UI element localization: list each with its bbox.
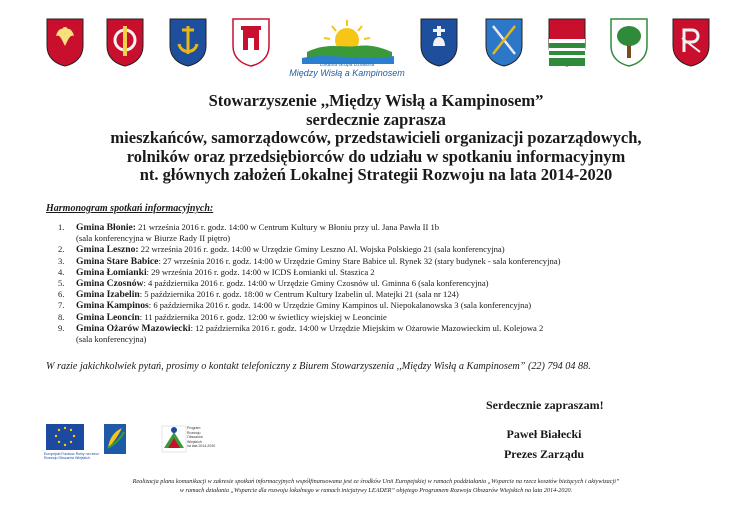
prow-caption-2: Rozwoju [187, 430, 201, 435]
schedule-item-number: 2. [58, 244, 65, 255]
schedule-item-gmina: Gmina Ożarów Mazowiecki [76, 322, 191, 334]
gate-crest-icon [230, 16, 272, 68]
schedule-item-details: : 12 października 2016 r. godz. 14:00 w Urzędzie Miejskim w Ożarowie Mazowieckim ul. Kolejowa 2 [190, 322, 544, 333]
schedule-item [44, 278, 734, 289]
eu-caption-1: Europejski Fundusz Rolny na rzecz [44, 452, 99, 456]
schedule-item-number: 5. [58, 278, 65, 289]
signature-name: Paweł Białecki [506, 427, 582, 441]
schedule-item-details: 22 września 2016 r. godz. 14:00 w Urzędzie Gminy Leszno Al. Wojska Polskiego 21 (sala konferencyjna) [138, 244, 505, 255]
schedule-item-gmina: Gmina Czosnów [76, 278, 144, 290]
schedule-item-number: 6. [58, 289, 65, 300]
schedule-title: Harmonogram spotkań informacyjnych: [46, 203, 214, 214]
schedule-item [44, 323, 734, 345]
eu-caption-2: Rozwoju Obszarów Wiejskich [44, 456, 90, 460]
crossbow-crest-icon [104, 16, 146, 68]
schedule-item-gmina: Gmina Leszno: [76, 244, 139, 256]
funding-logos [44, 418, 244, 468]
schedule-item-gmina: Gmina Łomianki [76, 266, 147, 278]
eagle-crest-icon [44, 16, 86, 68]
footer-line-2: w ramach działania „Wsparcie dla rozwoju lokalnego w ramach inicjatywy LEADER” objętego Programem Rozwoju Obszarów Wiejskich na lata 2014-2020. [179, 486, 573, 494]
schedule-item-details: : 4 października 2016 r. godz. 14:00 w Urzędzie Gminy Czosnów ul. Gminna 6 (sala konferencyjna) [143, 278, 489, 289]
schedule-item-details-cont: (sala konferencyjna w Biurze Rady II piętro) [76, 233, 231, 244]
schedule-item-number: 4. [58, 266, 65, 277]
schedule-item [44, 222, 734, 244]
closing-greeting: Serdecznie zapraszam! [486, 398, 604, 412]
heading-line-1: Stowarzyszenie ,,Między Wisłą a Kampinosem” [208, 91, 544, 110]
contact-note: W razie jakichkolwiek pytań, prosimy o kontakt telefoniczny z Biurem Stowarzyszenia ,,Między Wisłą a Kampinosem” (22) 794 04 88. [46, 361, 591, 372]
schedule-item-gmina: Gmina Leoncin [76, 311, 140, 323]
schedule-item-gmina: Gmina Kampinos [76, 300, 149, 312]
lgd-caption: Lokalna Grupa Działania [319, 62, 375, 68]
prow-caption-3: Obszarów [187, 435, 203, 439]
schedule-item [44, 289, 734, 300]
heading-line-2: serdecznie zaprasza [306, 109, 446, 129]
lgd-logo [282, 18, 412, 88]
prow-caption-4: Wiejskich [187, 439, 202, 444]
schedule-item [44, 312, 734, 323]
schedule-item-gmina: Gmina Stare Babice [76, 255, 159, 267]
schedule-item-number: 9. [58, 322, 65, 333]
signature-block [484, 424, 604, 464]
bell-crest-icon [418, 16, 460, 68]
schedule-item-gmina: Gmina Błonie: [76, 222, 136, 233]
heading-line-3: mieszkańców, samorządowców, przedstawicieli organizacji pozarządowych, [110, 128, 642, 147]
anchor-crest-icon [167, 16, 209, 68]
schedule-item-details: : 29 września 2016 r. godz. 14:00 w ICDS Łomianki ul. Staszica 2 [146, 266, 375, 277]
schedule-item-number: 8. [58, 311, 65, 322]
funding-footer [0, 478, 752, 495]
schedule-item-gmina: Gmina Izabelin [76, 289, 140, 301]
schedule-item [44, 244, 734, 255]
invitation-heading [0, 92, 752, 185]
lgd-name: Między Wisłą a Kampinosem [289, 68, 405, 78]
schedule-item-details: : 5 października 2016 r. godz. 18:00 w Centrum Kultury Izabelin ul. Matejki 21 (sala nr 124) [139, 289, 459, 300]
heading-line-5: nt. głównych założeń Lokalnej Strategii Rozwoju na lata 2014-2020 [139, 165, 613, 184]
prow-caption-5: na lata 2014-2020 [187, 444, 216, 448]
heading-line-4: rolników oraz przedsiębiorców do udziału w spotkaniu informacyjnym [126, 146, 626, 166]
signature-title: Prezes Zarządu [503, 447, 585, 461]
schedule-list [44, 222, 734, 345]
schedule-item-details-cont: (sala konferencyjna) [76, 334, 147, 345]
stripes-crest-icon [546, 16, 588, 68]
schedule-item-number: 3. [58, 255, 65, 266]
schedule-item-details: : 11 października 2016 r. godz. 12:00 w świetlicy wiejskiej w Leoncinie [139, 311, 387, 322]
schedule-item-number: 1. [58, 222, 65, 232]
saber-crest-icon [483, 16, 525, 68]
schedule-item-details: 21 września 2016 r. godz. 14:00 w Centrum Kultury w Błoniu przy ul. Jana Pawła II 1b [135, 222, 440, 232]
footer-line-1: Realizacja planu komunikacji w zakresie spotkań informacyjnych współfinansowana jest ze środków Unii Europejskiej w ramach poddziałania „Wsparcie na rzecz kosztów bieżących i aktywizacji” [132, 478, 620, 485]
schedule-item-number: 7. [58, 300, 65, 311]
monogram-crest-icon [670, 16, 712, 68]
schedule-item-details: : 6 października 2016 r. godz. 14:00 w Urzędzie Gminy Kampinos ul. Niepokalanowska 3 (sala konferencyjna) [148, 300, 532, 311]
prow-caption-1: Program [187, 426, 201, 430]
crests-row [0, 10, 752, 80]
schedule-item-details: : 27 września 2016 r. godz. 14:00 w Urzędzie Gminy Stare Babice ul. Rynek 32 (stary budynek - sala konferencyjna) [158, 255, 561, 266]
schedule-item [44, 300, 734, 311]
schedule-item [44, 256, 734, 267]
schedule-item [44, 267, 734, 278]
tree-crest-icon [608, 16, 650, 68]
